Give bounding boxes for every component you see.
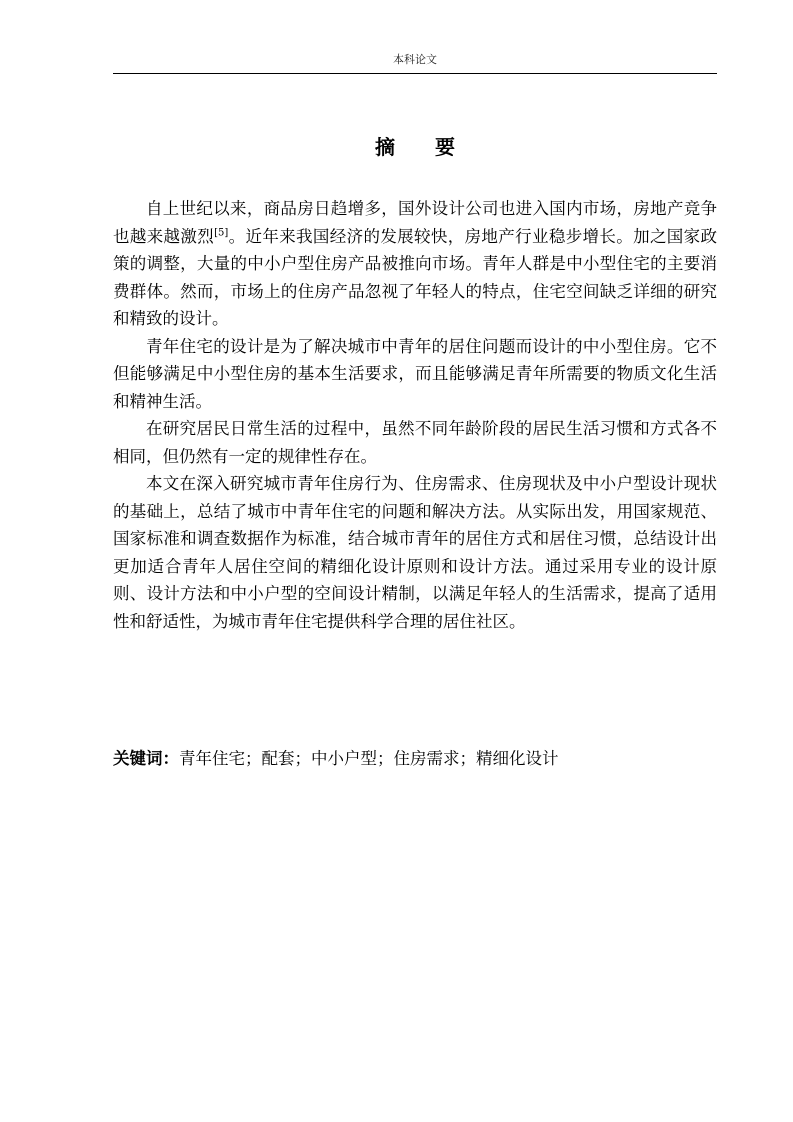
title-char-2: 要: [435, 135, 455, 159]
paragraph-4: 本文在深入研究城市青年住房行为、住房需求、住房现状及中小户型设计现状的基础上，总结了城市中青年住宅的问题和解决方法。从实际出发，用国家规范、国家标准和调查数据作为标准，结合城市青年的居住方式和居住习惯，总结设计出更加适合青年人居住空间的精细化设计原则和设计方法。通过采用专业的设计原则、设计方法和中小户型的空间设计精制，以满足年轻人的生活需求，提高了适用性和舒适性，为城市青年住宅提供科学合理的居住社区。: [113, 474, 717, 631]
paragraph-1: [113, 195, 717, 333]
paragraph-1-text-b: 。近年来我国经济的发展较快，房地产行业稳步增长。加之国家政策的调整，大量的中小户型住房产品被推向市场。青年人群是中小型住宅的主要消费群体。然而，市场上的住房产品忽视了年轻人的特点，住宅空间缺乏详细的研究和精致的设计。: [113, 226, 718, 328]
keywords-text: 青年住宅；配套；中小户型；住房需求；精细化设计: [179, 749, 559, 768]
running-header: 本科论文: [393, 53, 437, 66]
header-rule: [113, 73, 717, 74]
paragraph-3: 在研究居民日常生活的过程中，虽然不同年龄阶段的居民生活习惯和方式各不相同，但仍然有一定的规律性存在。: [113, 419, 717, 466]
keywords-line: [113, 745, 717, 773]
paragraph-1-text-a: 自上世纪以来，商品房日趋增多，国外设计公司也进入国内市场，房地产竞争也越来越激烈: [113, 199, 717, 246]
paragraph-2: 青年住宅的设计是为了解决城市中青年的居住问题而设计的中小型住房。它不但能够满足中小型住房的基本生活要求，而且能够满足青年所需要的物质文化生活和精神生活。: [113, 336, 717, 411]
keywords-label: 关键词：: [113, 749, 179, 768]
abstract-body: [113, 195, 717, 635]
citation-superscript: [5]: [214, 227, 229, 238]
abstract-title: [113, 131, 717, 160]
title-char-1: 摘: [375, 135, 395, 159]
